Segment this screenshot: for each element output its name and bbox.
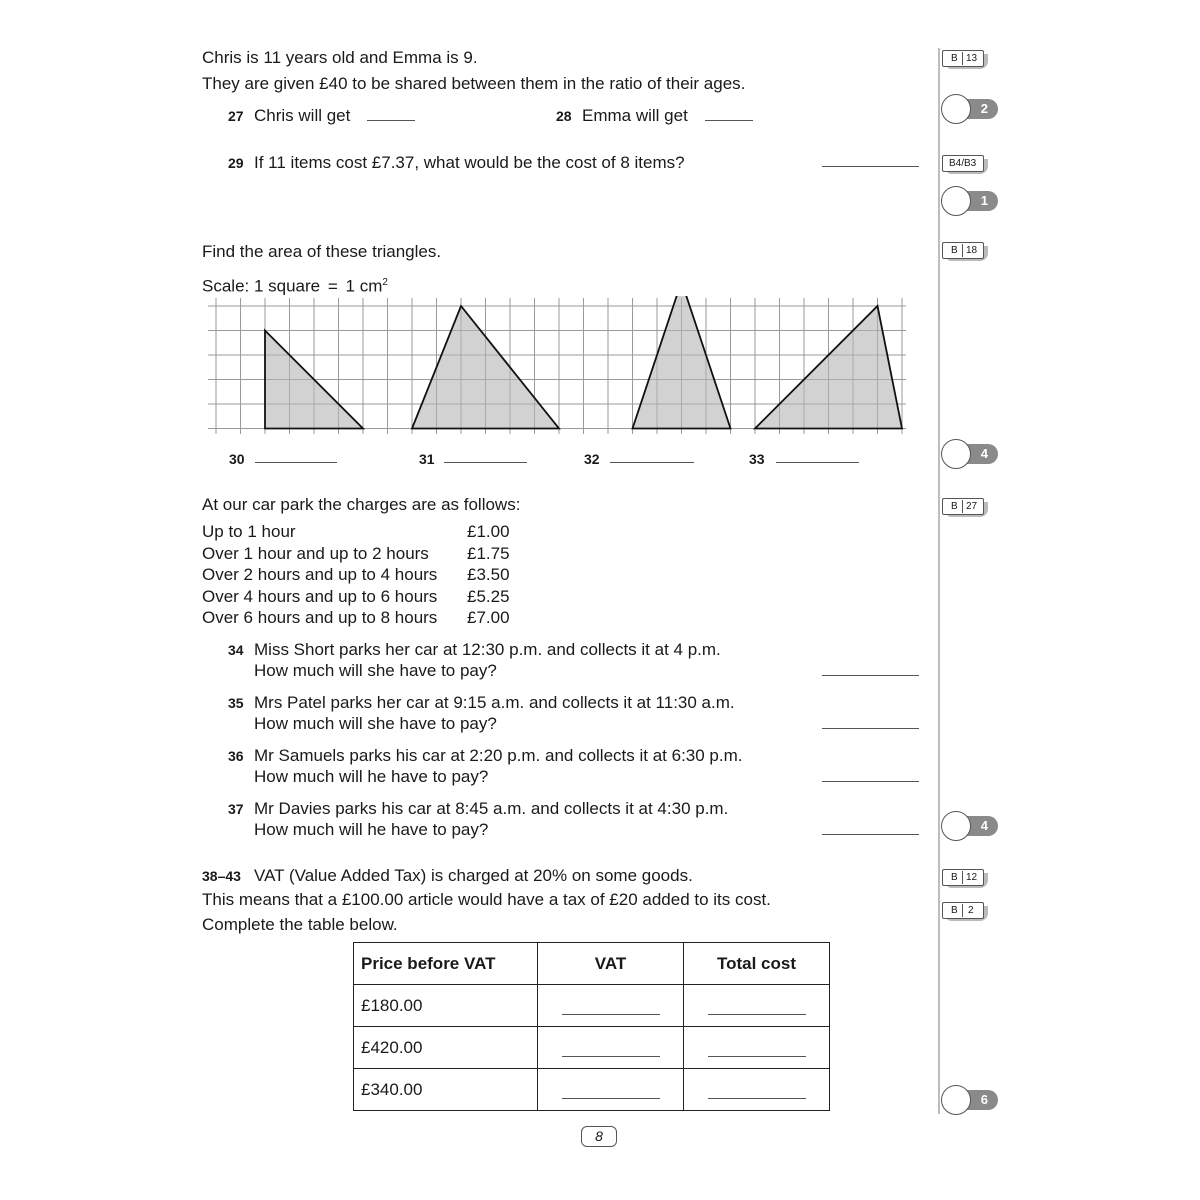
score-circle[interactable] xyxy=(941,1085,971,1115)
answer-blank-31[interactable] xyxy=(444,462,527,463)
score-total: 2 xyxy=(980,101,988,116)
charge-period: Up to 1 hour xyxy=(202,522,296,541)
charge-period: Over 2 hours and up to 4 hours xyxy=(202,565,438,584)
answer-blank-29[interactable] xyxy=(822,166,919,167)
answer-blank-35[interactable] xyxy=(822,728,919,729)
question-number-34: 34 xyxy=(228,642,244,658)
book-ref-right: 2 xyxy=(968,905,974,916)
question-29-text: If 11 items cost £7.37, what would be the cost of 8 items? xyxy=(254,153,685,172)
score-box[interactable] xyxy=(941,94,997,124)
question-27-text: Chris will get xyxy=(254,106,351,125)
ratio-intro-line1: Chris is 11 years old and Emma is 9. xyxy=(202,48,478,67)
book-ref-left: B xyxy=(951,872,958,883)
area-intro: Find the area of these triangles. xyxy=(202,242,442,261)
question-36-line2: How much will he have to pay? xyxy=(254,767,489,786)
answer-blank[interactable] xyxy=(562,1098,660,1099)
question-number-31: 31 xyxy=(419,451,435,467)
vat-table xyxy=(353,942,830,1111)
question-34-line2: How much will she have to pay? xyxy=(254,661,497,680)
vat-cell[interactable] xyxy=(538,985,684,1027)
book-ref-left: B4/B3 xyxy=(949,158,977,169)
total-cell[interactable] xyxy=(684,1069,830,1111)
answer-blank-28[interactable] xyxy=(705,120,753,121)
vat-intro-line1: VAT (Value Added Tax) is charged at 20% on some goods. xyxy=(254,866,693,885)
question-35-line1: Mrs Patel parks her car at 9:15 a.m. and collects it at 11:30 a.m. xyxy=(254,693,735,712)
question-36-line1: Mr Samuels parks his car at 2:20 p.m. and collects it at 6:30 p.m. xyxy=(254,746,743,765)
book-ref-right: 12 xyxy=(966,872,978,883)
score-circle[interactable] xyxy=(941,186,971,216)
charge-period: Over 6 hours and up to 8 hours xyxy=(202,608,438,627)
score-total: 4 xyxy=(980,446,988,461)
question-number-28: 28 xyxy=(556,108,572,124)
charge-row xyxy=(202,607,522,628)
score-circle[interactable] xyxy=(941,811,971,841)
charge-row xyxy=(202,564,522,585)
charge-price: £1.00 xyxy=(467,522,510,541)
question-number-30: 30 xyxy=(229,451,245,467)
question-number-33: 33 xyxy=(749,451,765,467)
score-total: 4 xyxy=(980,818,988,833)
book-ref-icon xyxy=(942,242,986,258)
answer-blank[interactable] xyxy=(708,1014,806,1015)
table-row xyxy=(354,985,830,1027)
answer-blank-27[interactable] xyxy=(367,120,415,121)
header-vat: VAT xyxy=(538,943,684,985)
score-total: 1 xyxy=(980,193,988,208)
charge-price: £5.25 xyxy=(467,586,510,606)
charge-price: £7.00 xyxy=(467,608,510,627)
answer-blank[interactable] xyxy=(562,1014,660,1015)
answer-blank[interactable] xyxy=(562,1056,660,1057)
question-number-35: 35 xyxy=(228,695,244,711)
total-cell[interactable] xyxy=(684,1027,830,1069)
scale-equals: = xyxy=(327,276,338,296)
book-ref-right: 18 xyxy=(966,245,978,256)
vat-cell[interactable] xyxy=(538,1027,684,1069)
score-circle[interactable] xyxy=(941,439,971,469)
price-cell: £340.00 xyxy=(354,1069,538,1111)
car-park-intro: At our car park the charges are as follows: xyxy=(202,495,521,514)
table-row xyxy=(354,1069,830,1111)
answer-blank[interactable] xyxy=(708,1056,806,1057)
book-ref-left: B xyxy=(951,501,958,512)
book-ref-right: 27 xyxy=(966,501,978,512)
vat-cell[interactable] xyxy=(538,1069,684,1111)
vat-intro-line3: Complete the table below. xyxy=(202,915,398,934)
book-ref-left: B xyxy=(951,245,958,256)
charge-row xyxy=(202,521,522,542)
book-ref-icon xyxy=(942,869,986,885)
header-price-before-vat: Price before VAT xyxy=(354,943,538,985)
answer-blank-36[interactable] xyxy=(822,781,919,782)
question-number-27: 27 xyxy=(228,108,244,124)
book-ref-icon xyxy=(942,155,986,171)
book-ref-icon xyxy=(942,902,986,918)
book-ref-icon xyxy=(942,50,986,66)
scale-prefix: Scale: 1 square xyxy=(202,276,321,296)
scale-superscript: 2 xyxy=(382,277,388,288)
charge-price: £1.75 xyxy=(467,543,510,563)
scale-value: 1 cm xyxy=(345,276,383,296)
answer-blank-32[interactable] xyxy=(610,462,694,463)
question-37-line2: How much will he have to pay? xyxy=(254,820,489,839)
score-box[interactable] xyxy=(941,811,997,841)
question-number-38-43: 38–43 xyxy=(202,868,241,884)
answer-blank-30[interactable] xyxy=(255,462,337,463)
book-ref-right: 13 xyxy=(966,53,978,64)
charge-row xyxy=(202,586,522,607)
charge-period: Over 1 hour and up to 2 hours xyxy=(202,543,429,563)
book-ref-left: B xyxy=(951,53,958,64)
answer-blank[interactable] xyxy=(708,1098,806,1099)
price-cell: £180.00 xyxy=(354,985,538,1027)
header-total-cost: Total cost xyxy=(684,943,830,985)
score-box[interactable] xyxy=(941,186,997,216)
table-row xyxy=(354,1027,830,1069)
score-box[interactable] xyxy=(941,1085,997,1115)
question-number-37: 37 xyxy=(228,801,244,817)
charge-period: Over 4 hours and up to 6 hours xyxy=(202,586,438,606)
question-number-32: 32 xyxy=(584,451,600,467)
triangle-32 xyxy=(633,296,731,429)
book-ref-icon xyxy=(942,498,986,514)
charge-row xyxy=(202,543,522,564)
vat-intro-line2: This means that a £100.00 article would have a tax of £20 added to its cost. xyxy=(202,890,771,909)
question-34-line1: Miss Short parks her car at 12:30 p.m. and collects it at 4 p.m. xyxy=(254,640,721,659)
score-circle[interactable] xyxy=(941,94,971,124)
question-37-line1: Mr Davies parks his car at 8:45 a.m. and collects it at 4:30 p.m. xyxy=(254,799,729,818)
price-cell: £420.00 xyxy=(354,1027,538,1069)
vat-table-header-row xyxy=(354,943,830,985)
margin-line xyxy=(938,48,940,1114)
triangle-grid xyxy=(208,296,912,434)
question-number-29: 29 xyxy=(228,155,244,171)
ratio-intro-line2: They are given £40 to be shared between them in the ratio of their ages. xyxy=(202,74,746,93)
total-cell[interactable] xyxy=(684,985,830,1027)
book-ref-left: B xyxy=(951,905,958,916)
charge-price: £3.50 xyxy=(467,565,510,584)
scale-note xyxy=(202,272,388,297)
question-number-36: 36 xyxy=(228,748,244,764)
question-35-line2: How much will she have to pay? xyxy=(254,714,497,733)
answer-blank-34[interactable] xyxy=(822,675,919,676)
score-box[interactable] xyxy=(941,439,997,469)
answer-blank-33[interactable] xyxy=(776,462,859,463)
question-28-text: Emma will get xyxy=(582,106,688,125)
score-total: 6 xyxy=(980,1092,988,1107)
answer-blank-37[interactable] xyxy=(822,834,919,835)
page-number: 8 xyxy=(581,1126,617,1147)
